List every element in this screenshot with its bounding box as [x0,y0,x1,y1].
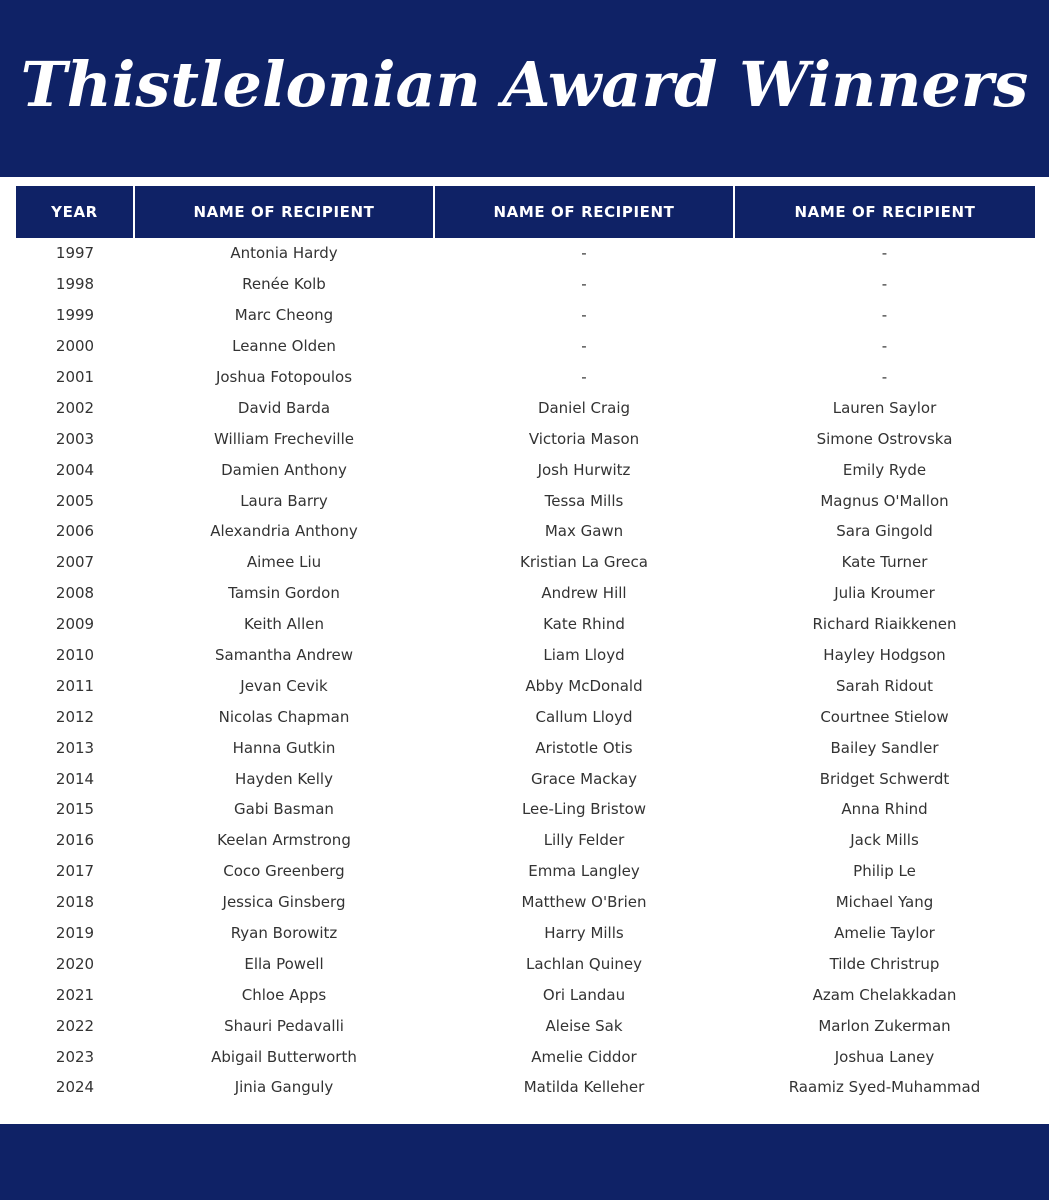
year-cell: 2004 [55,460,95,479]
recipient-3-cell: Sarah Ridout [835,676,934,695]
recipient-2-cell: Ori Landau [542,985,626,1004]
recipient-2-cell: - [581,368,587,386]
recipient-3-cell: Hayley Hodgson [823,646,946,665]
recipient-3-cell: Raamiz Syed-Muhammad [788,1078,981,1097]
header-recipient-2: NAME OF RECIPIENT [434,186,734,238]
recipient-2-cell: Kristian La Greca [520,553,648,572]
table-row [16,392,1035,423]
recipient-3-cell: Emily Ryde [842,460,927,479]
recipient-1-cell: Ryan Borowitz [230,924,338,943]
recipient-1-cell: Chloe Apps [241,985,327,1004]
recipient-3-cell: Joshua Laney [834,1047,935,1066]
recipient-3-cell: Magnus O'Mallon [820,491,949,510]
recipient-1-cell: Shauri Pedavalli [224,1016,344,1035]
year-cell: 2014 [55,769,95,788]
table-row [16,269,1035,300]
table-row [16,485,1035,516]
recipient-1-cell: Keelan Armstrong [217,831,351,850]
recipient-1-cell: Laura Barry [240,491,328,510]
recipient-2-cell: Lee-Ling Bristow [521,800,647,819]
recipient-3-cell: Courtnee Stielow [820,707,949,726]
recipient-2-cell: Lilly Felder [543,831,625,850]
recipient-1-cell: Hanna Gutkin [232,738,336,757]
recipient-2-cell: Liam Lloyd [543,646,625,665]
table-row [16,701,1035,732]
recipient-1-cell: Jessica Ginsberg [222,893,346,912]
year-cell: 1999 [55,306,95,325]
year-cell: 2013 [55,738,95,757]
year-cell: 2011 [55,676,95,695]
recipient-3-cell: - [881,368,888,386]
table-row [16,238,1035,269]
table-row [16,856,1035,887]
recipient-2-cell: Aleise Sak [545,1016,623,1035]
recipient-3-cell: Michael Yang [835,893,934,912]
recipient-3-cell: Sara Gingold [836,522,933,541]
table-body [16,238,1035,1103]
recipient-1-cell: Nicolas Chapman [218,707,350,726]
recipient-2-cell: Emma Langley [528,862,640,881]
recipient-1-cell: Samantha Andrew [215,646,353,665]
table-row [16,362,1035,393]
recipient-2-cell: Abby McDonald [525,676,643,695]
recipient-2-cell: Callum Lloyd [535,707,633,726]
header-recipient-1: NAME OF RECIPIENT [134,186,434,238]
recipient-2-cell: Matilda Kelleher [523,1078,645,1097]
recipient-1-cell: Alexandria Anthony [210,522,358,541]
year-cell: 2001 [55,368,95,386]
table-row [16,918,1035,949]
table-row [16,1010,1035,1041]
header-banner [0,0,1049,177]
table-row [16,825,1035,856]
year-cell: 2003 [55,429,95,448]
table-row [16,732,1035,763]
recipient-1-cell: Marc Cheong [234,306,334,325]
year-cell: 2007 [55,553,95,572]
year-cell: 2002 [55,398,95,417]
recipient-3-cell: Amelie Taylor [834,924,935,943]
table-row [16,640,1035,671]
recipient-3-cell: Azam Chelakkadan [812,985,957,1004]
recipient-2-cell: Daniel Craig [537,398,631,417]
recipient-1-cell: Coco Greenberg [223,862,345,881]
recipient-3-cell: Bridget Schwerdt [819,769,950,788]
recipient-1-cell: Jinia Ganguly [234,1078,334,1097]
recipient-2-cell: Josh Hurwitz [537,460,631,479]
year-cell: 2019 [55,924,95,943]
footer-banner [0,1124,1049,1200]
table-header [16,186,1035,238]
recipient-1-cell: Aimee Liu [246,553,322,572]
recipient-2-cell: Kate Rhind [543,615,625,634]
recipient-1-cell: Tamsin Gordon [228,584,340,603]
year-cell: 2000 [55,337,95,356]
year-cell: 2022 [55,1016,95,1035]
recipient-1-cell: Leanne Olden [232,337,336,356]
year-cell: 2009 [55,615,95,634]
table-row [16,423,1035,454]
recipient-1-cell: Damien Anthony [221,460,347,479]
table-row [16,609,1035,640]
table-row [16,547,1035,578]
recipient-3-cell: Anna Rhind [841,800,928,819]
year-cell: 2024 [55,1078,95,1097]
table-row [16,887,1035,918]
recipient-2-cell: - [581,337,587,356]
recipient-1-cell: Gabi Basman [234,800,334,819]
year-cell: 2020 [55,954,95,973]
recipient-1-cell: William Frecheville [214,429,354,448]
recipient-2-cell: Tessa Mills [544,491,624,510]
recipient-3-cell: Richard Riaikkenen [812,615,957,634]
recipient-3-cell: Bailey Sandler [830,738,939,757]
table-row [16,794,1035,825]
recipient-2-cell: - [581,275,587,294]
year-cell: 2017 [55,862,95,881]
recipient-3-cell: - [881,275,888,294]
table-row [16,763,1035,794]
recipient-1-cell: Antonia Hardy [230,244,338,263]
table-row [16,331,1035,362]
recipient-2-cell: - [581,306,587,325]
recipient-3-cell: Jack Mills [850,831,919,850]
recipient-1-cell: Keith Allen [244,615,324,634]
table-row [16,1072,1035,1103]
award-winners-table [16,186,1035,1103]
recipient-3-cell: - [881,244,888,263]
year-cell: 2012 [55,707,95,726]
recipient-1-cell: Hayden Kelly [235,769,333,788]
recipient-2-cell: - [581,244,587,263]
recipient-2-cell: Amelie Ciddor [531,1047,637,1066]
page-title: Thistlelonian Award Winners [20,48,1029,121]
recipient-2-cell: Andrew Hill [541,584,627,603]
recipient-1-cell: Joshua Fotopoulos [215,368,353,386]
year-cell: 2018 [55,893,95,912]
table-row [16,948,1035,979]
recipient-2-cell: Aristotle Otis [535,738,633,757]
recipient-2-cell: Victoria Mason [528,429,640,448]
header-recipient-3: NAME OF RECIPIENT [734,186,1035,238]
year-cell: 1997 [55,244,95,263]
header-year: YEAR [16,186,134,238]
year-cell: 2006 [55,522,95,541]
year-cell: 2023 [55,1047,95,1066]
header-row [16,186,1035,238]
table-row [16,454,1035,485]
recipient-3-cell: - [881,337,888,356]
year-cell: 2010 [55,646,95,665]
recipient-3-cell: Marlon Zukerman [818,1016,951,1035]
year-cell: 2015 [55,800,95,819]
recipient-2-cell: Max Gawn [544,522,624,541]
recipient-3-cell: Simone Ostrovska [816,429,953,448]
recipient-1-cell: Jevan Cevik [240,676,328,695]
recipient-1-cell: David Barda [237,398,331,417]
award-table-container [16,186,1035,1103]
table-row [16,516,1035,547]
recipient-1-cell: Abigail Butterworth [211,1047,357,1066]
year-cell: 2005 [55,491,95,510]
year-cell: 2008 [55,584,95,603]
table-row [16,300,1035,331]
recipient-3-cell: Philip Le [853,862,916,881]
recipient-2-cell: Lachlan Quiney [525,954,643,973]
year-cell: 1998 [55,275,95,294]
table-row [16,578,1035,609]
recipient-1-cell: Renée Kolb [242,275,326,294]
recipient-3-cell: Julia Kroumer [834,584,935,603]
recipient-2-cell: Matthew O'Brien [521,893,647,912]
recipient-3-cell: Lauren Saylor [832,398,937,417]
recipient-1-cell: Ella Powell [244,954,324,973]
table-row [16,670,1035,701]
year-cell: 2016 [55,831,95,850]
recipient-3-cell: - [881,306,888,325]
recipient-3-cell: Tilde Christrup [829,954,940,973]
recipient-3-cell: Kate Turner [841,553,928,572]
recipient-2-cell: Harry Mills [544,924,624,943]
recipient-2-cell: Grace Mackay [530,769,638,788]
table-row [16,979,1035,1010]
table-row [16,1041,1035,1072]
year-cell: 2021 [55,985,95,1004]
